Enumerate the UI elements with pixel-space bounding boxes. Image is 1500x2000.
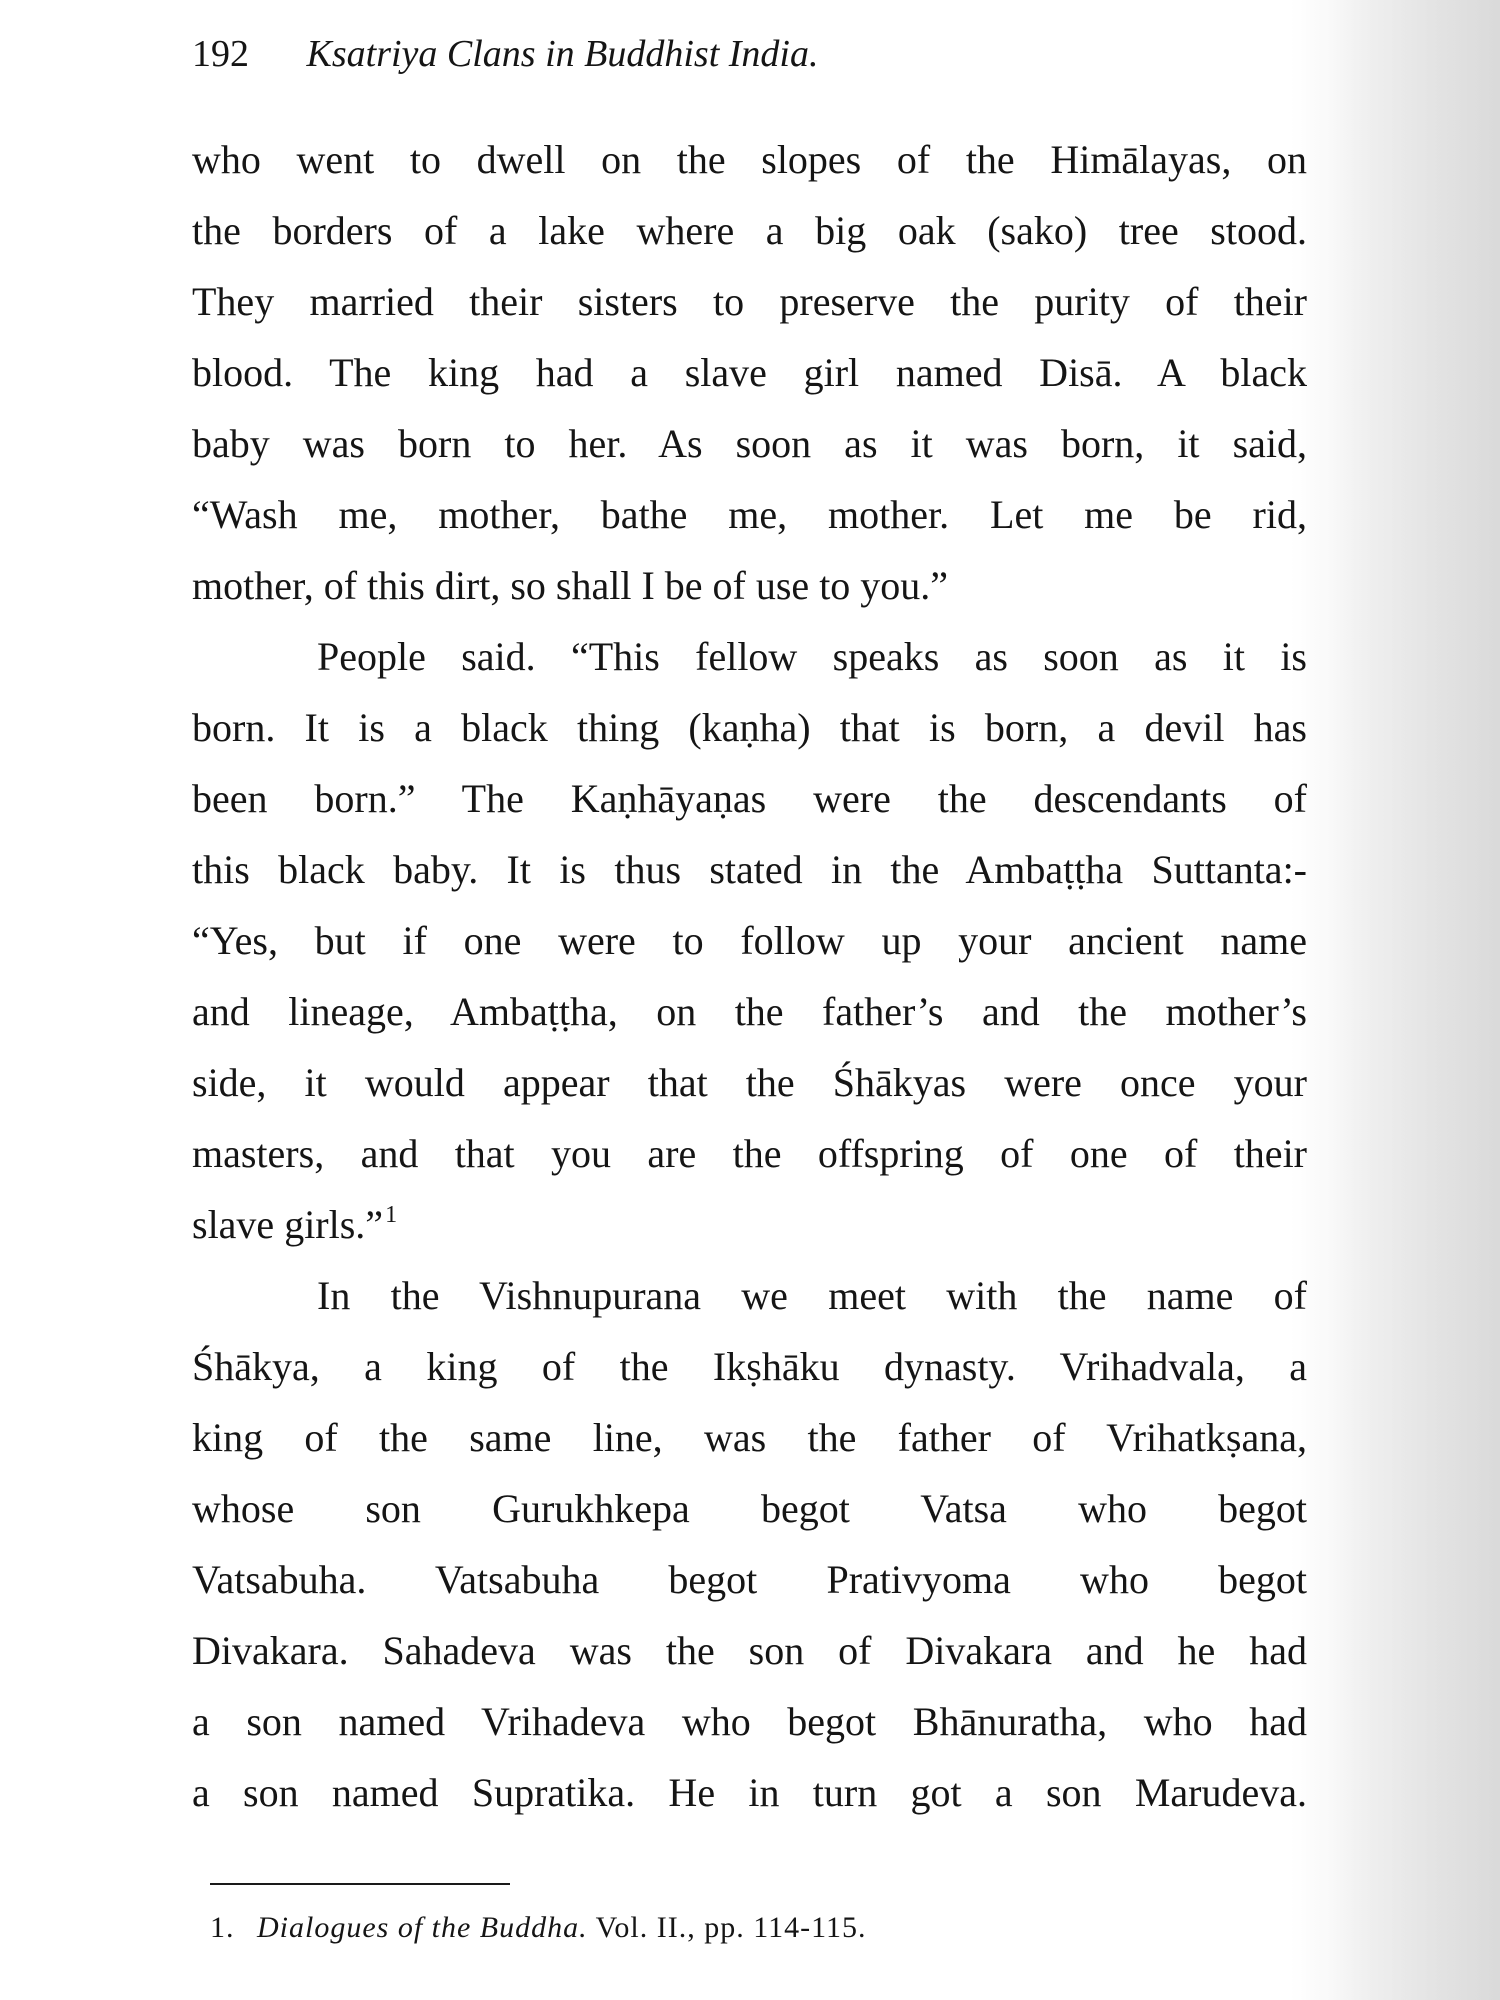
text-line: born. It is a black thing (kaṇha) that is born, a devil has — [192, 705, 1307, 750]
text-line: “Wash me, mother, bathe me, mother. Let me be rid, — [192, 492, 1307, 537]
text-line: Śhākya, a king of the Ikṣhāku dynasty. Vrihadvala, a — [192, 1344, 1307, 1389]
running-header — [192, 24, 1292, 84]
text-line: king of the same line, was the father of Vrihatkṣana, — [192, 1415, 1307, 1460]
body-text — [192, 124, 1307, 1828]
text-line-content: slave girls.” — [192, 1202, 384, 1247]
footnote-number: 1. — [210, 1911, 235, 1944]
text-line: whose son Gurukhkepa begot Vatsa who begot — [192, 1486, 1307, 1531]
footnote-title: Dialogues of the Buddha. — [257, 1911, 588, 1944]
footnote-reference: 1 — [385, 1202, 398, 1228]
text-line: Divakara. Sahadeva was the son of Divakara and he had — [192, 1628, 1307, 1673]
text-line: mother, of this dirt, so shall I be of use to you.” — [192, 563, 949, 608]
text-line: Vatsabuha. Vatsabuha begot Prativyoma who begot — [192, 1557, 1307, 1602]
paragraph-start-line: People said. “This fellow speaks as soon as it is — [317, 634, 1307, 679]
text-line: blood. The king had a slave girl named Disā. A black — [192, 350, 1307, 395]
text-line: and lineage, Ambaṭṭha, on the father’s and the mother’s — [192, 989, 1307, 1034]
paragraph-start-line: In the Vishnupurana we meet with the name of — [317, 1273, 1307, 1318]
footnote-divider — [210, 1883, 510, 1885]
text-line: a son named Supratika. He in turn got a son Marudeva. — [192, 1770, 1307, 1815]
text-line: side, it would appear that the Śhākyas were once your — [192, 1060, 1307, 1105]
text-line: the borders of a lake where a big oak (sako) tree stood. — [192, 208, 1307, 253]
text-line-with-footnote — [192, 1189, 1307, 1260]
text-line: a son named Vrihadeva who begot Bhānuratha, who had — [192, 1699, 1307, 1744]
running-title: Ksatriya Clans in Buddhist India. — [306, 33, 819, 75]
text-line: “Yes, but if one were to follow up your ancient name — [192, 918, 1307, 963]
text-line: baby was born to her. As soon as it was born, it said, — [192, 421, 1307, 466]
footnote — [210, 1908, 1310, 1948]
footnote-reference-text: Vol. II., pp. 114-115. — [595, 1911, 867, 1944]
text-line: this black baby. It is thus stated in the Ambaṭṭha Suttanta:- — [192, 847, 1307, 892]
text-line: been born.” The Kaṇhāyaṇas were the descendants of — [192, 776, 1307, 821]
page-number: 192 — [192, 33, 249, 75]
spine-shadow — [1330, 0, 1500, 2000]
text-line: masters, and that you are the offspring of one of their — [192, 1131, 1307, 1176]
text-line: They married their sisters to preserve the purity of their — [192, 279, 1307, 324]
text-line: who went to dwell on the slopes of the Himālayas, on — [192, 137, 1307, 182]
